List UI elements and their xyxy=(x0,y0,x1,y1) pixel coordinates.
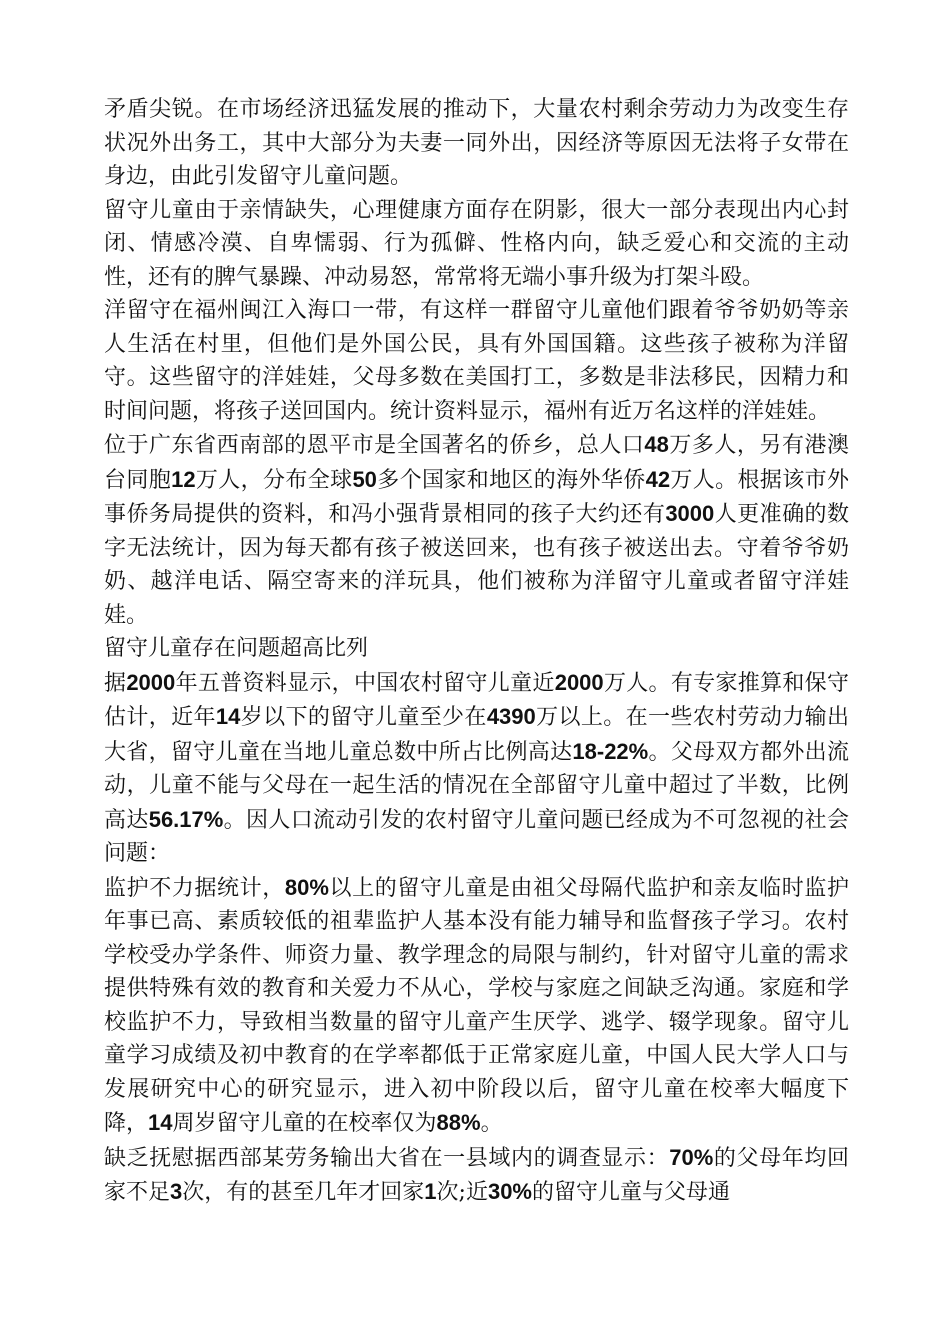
paragraph-lack-of-comfort: 缺乏抚慰据西部某劳务输出大省在一县域内的调查显示：70%的父母年均回家不足3次，有的甚至几年才回家1次;近30%的留守儿童与父母通 xyxy=(104,1144,849,1205)
paragraph-intro-conflict: 矛盾尖锐。在市场经济迅猛发展的推动下，大量农村剩余劳动力为改变生存状况外出务工，其中大部分为夫妻一同外出，因经济等原因无法将子女带在身边，由此引发留守儿童问题。 xyxy=(104,97,849,189)
paragraph-psychological-health: 留守儿童由于亲情缺失，心理健康方面存在阴影，很大一部分表现出内心封闭、情感冷漠、自卑懦弱、行为孤僻、性格内向，缺乏爱心和交流的主动性，还有的脾气暴躁、冲动易怒，常常将无端小事升级为打架斗殴。 xyxy=(104,197,849,290)
section-heading-high-ratio: 留守儿童存在问题超高比列 xyxy=(104,636,369,661)
document-body xyxy=(104,93,849,1210)
paragraph-census-statistics: 据2000年五普资料显示，中国农村留守儿童近2000万人。有专家推算和保守估计，近年14岁以下的留守儿童至少在4390万以上。在一些农村劳动力输出大省，留守儿童在当地儿童总数中所占比例高达18-22%。父母双方都外出流动，儿童不能与父母在一起生活的情况在全部留守儿童中超过了半数，比例高达56.17%。因人口流动引发的农村留守儿童问题已经成为不可忽视的社会问题： xyxy=(104,669,849,866)
paragraph-guardianship: 监护不力据统计，80%以上的留守儿童是由祖父母隔代监护和亲友临时监护年事已高、素质较低的祖辈监护人基本没有能力辅导和监督孩子学习。农村学校受办学条件、师资力量、教学理念的局限与制约，针对留守儿童的需求提供特殊有效的教育和关爱力不从心，学校与家庭之间缺乏沟通。家庭和学校监护不力，导致相当数量的留守儿童产生厌学、逃学、辍学现象。留守儿童学习成绩及初中教育的在学率都低于正常家庭儿童，中国人民大学人口与发展研究中心的研究显示，进入初中阶段以后，留守儿童在校率大幅度下降，14周岁留守儿童的在校率仅为88%。 xyxy=(104,874,849,1136)
paragraph-foreign-left-behind: 洋留守在福州闽江入海口一带，有这样一群留守儿童他们跟着爷爷奶奶等亲人生活在村里，但他们是外国公民，具有外国国籍。这些孩子被称为洋留守。这些留守的洋娃娃，父母多数在美国打工，多数是非法移民，因精力和时间问题，将孩子送回国内。统计资料显示，福州有近万名这样的洋娃娃。 xyxy=(104,298,849,424)
paragraph-enping-overseas: 位于广东省西南部的恩平市是全国著名的侨乡，总人口48万多人，另有港澳台同胞12万人，分布全球50多个国家和地区的海外华侨42万人。根据该市外事侨务局提供的资料，和冯小强背景相同的孩子大约还有3000人更准确的数字无法统计，因为每天都有孩子被送回来，也有孩子被送出去。守着爷爷奶奶、越洋电话、隔空寄来的洋玩具，他们被称为洋留守儿童或者留守洋娃娃。 xyxy=(104,432,849,628)
